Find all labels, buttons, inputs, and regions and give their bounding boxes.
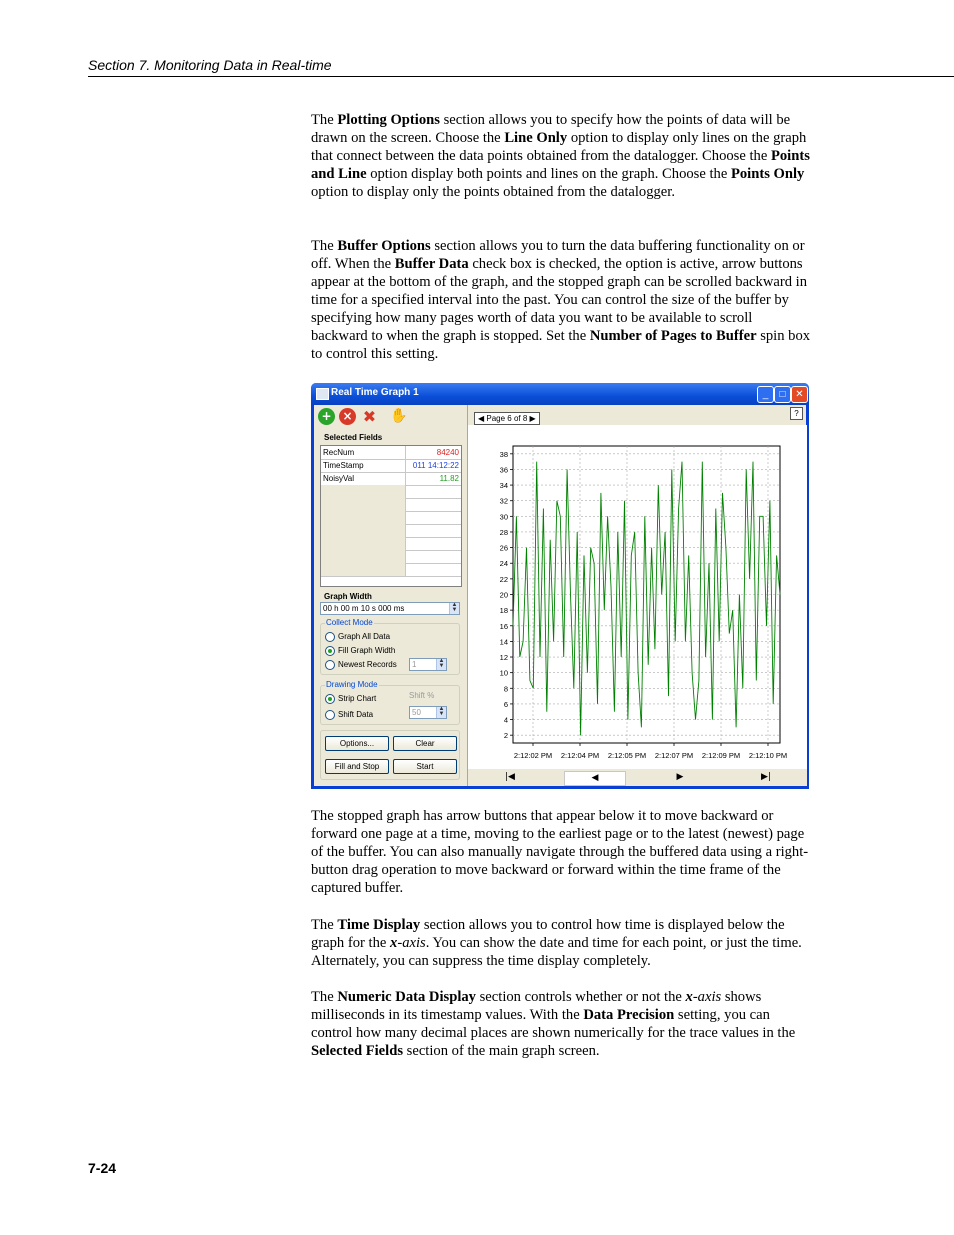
field-row[interactable] bbox=[321, 524, 461, 538]
x-tick-label: 2:12:07 PM bbox=[654, 751, 694, 760]
field-name bbox=[321, 550, 406, 563]
last-page-button[interactable]: ▶| bbox=[761, 772, 771, 782]
graph-width-input[interactable] bbox=[320, 602, 460, 615]
field-row[interactable] bbox=[321, 459, 461, 473]
section-header bbox=[88, 56, 954, 77]
text-run: option to display only lines on the graph that connect between the data points obtained from the datalogger. Choose the bbox=[311, 130, 807, 164]
field-row[interactable] bbox=[321, 485, 461, 499]
text-run: Points Only bbox=[730, 166, 805, 182]
field-name bbox=[321, 498, 406, 511]
field-row[interactable] bbox=[321, 550, 461, 564]
newest-records-input[interactable] bbox=[409, 658, 447, 671]
shift-percent-label: Shift % bbox=[409, 691, 435, 700]
text-run: Plotting Options bbox=[337, 112, 440, 128]
y-tick-label: 30 bbox=[499, 512, 508, 522]
y-tick-label: 2 bbox=[503, 731, 508, 741]
shift-percent-input[interactable] bbox=[409, 706, 447, 719]
y-tick-label: 22 bbox=[499, 574, 508, 584]
collect-mode-group bbox=[320, 618, 460, 675]
drawing-mode-title: Drawing Mode bbox=[326, 680, 378, 689]
radio-label: Newest Records bbox=[338, 660, 397, 669]
text-run: Time Display bbox=[337, 917, 421, 933]
window-title: Real Time Graph 1 bbox=[331, 387, 419, 398]
window-titlebar[interactable] bbox=[311, 383, 809, 405]
field-row[interactable] bbox=[321, 511, 461, 525]
fill-and-stop-button[interactable]: Fill and Stop bbox=[325, 759, 389, 774]
y-tick-label: 14 bbox=[499, 637, 508, 647]
window-client bbox=[314, 405, 806, 786]
radio-label: Fill Graph Width bbox=[338, 646, 396, 655]
field-value: 84240 bbox=[436, 448, 459, 457]
text-run: setting, you can control how many decimal places are shown numerically for the trace values in the bbox=[311, 1007, 796, 1041]
next-page-button[interactable]: ▶ bbox=[676, 772, 684, 782]
radio-fill-graph-width[interactable] bbox=[325, 645, 395, 656]
delete-all-icon[interactable]: ✖ bbox=[362, 407, 377, 426]
field-name bbox=[321, 537, 406, 550]
field-value: 011 14:12:22 bbox=[412, 461, 459, 470]
radio-newest-records[interactable] bbox=[325, 659, 397, 670]
settings-panel bbox=[314, 405, 466, 786]
text-run: shows milliseconds in its timestamp values. With the bbox=[311, 989, 762, 1023]
y-tick-label: 32 bbox=[499, 496, 508, 506]
y-tick-label: 36 bbox=[499, 465, 508, 475]
text-run: The bbox=[311, 238, 338, 254]
y-tick-label: 18 bbox=[499, 606, 508, 616]
field-value: 11.82 bbox=[439, 474, 459, 483]
text-run: section allows you to specify how the points of data will be drawn on the screen. Choose the bbox=[311, 112, 791, 146]
paragraph-buffer-options bbox=[311, 237, 811, 363]
start-button[interactable]: Start bbox=[393, 759, 457, 774]
field-name: RecNum bbox=[321, 446, 406, 459]
field-row[interactable] bbox=[321, 537, 461, 551]
shift-percent-value: 50 bbox=[412, 708, 421, 717]
y-tick-label: 8 bbox=[503, 684, 508, 694]
radio-strip-chart[interactable] bbox=[325, 693, 376, 704]
y-tick-label: 34 bbox=[499, 481, 508, 491]
text-run: -axis bbox=[692, 989, 722, 1005]
x-tick-label: 2:12:04 PM bbox=[560, 751, 600, 760]
field-name: NoisyVal bbox=[321, 472, 406, 485]
page-indicator[interactable]: ◀ Page 6 of 8 ▶ bbox=[474, 412, 540, 425]
window-icon bbox=[316, 388, 329, 400]
chart-area[interactable] bbox=[468, 425, 807, 769]
radio-label: Strip Chart bbox=[338, 694, 377, 703]
field-row[interactable] bbox=[321, 446, 461, 460]
y-tick-label: 6 bbox=[503, 699, 508, 709]
graph-width-label: Graph Width bbox=[324, 592, 372, 601]
text-run: The bbox=[311, 112, 338, 128]
x-tick-label: 2:12:02 PM bbox=[513, 751, 553, 760]
paragraph-numeric-display bbox=[311, 988, 811, 1060]
y-tick-label: 38 bbox=[499, 449, 508, 459]
y-tick-label: 28 bbox=[499, 527, 508, 537]
y-tick-label: 26 bbox=[499, 543, 508, 553]
text-run: The bbox=[311, 917, 338, 933]
y-tick-label: 4 bbox=[503, 715, 508, 725]
text-run: The stopped graph has arrow buttons that appear below it to move backward or forward one page at a time, moving to the earliest page or to the latest (newest) page of the buffer. You can also manually navigate through the buffered data using a right-button drag operation to move backward or forward within the time frame of the captured buffer. bbox=[311, 808, 809, 896]
field-name bbox=[321, 511, 406, 524]
section-title: Section 7. Monitoring Data in Real-time bbox=[88, 57, 332, 73]
maximize-button[interactable]: □ bbox=[774, 386, 791, 403]
paragraph-time-display bbox=[311, 916, 811, 970]
hand-icon[interactable]: ✋ bbox=[390, 408, 408, 424]
shift-percent-spinner[interactable]: ▲ ▼ bbox=[436, 707, 446, 718]
text-run: x bbox=[685, 989, 693, 1005]
x-tick-label: 2:12:09 PM bbox=[701, 751, 741, 760]
text-run: Buffer Data bbox=[394, 256, 469, 272]
field-name bbox=[321, 485, 406, 498]
field-name: TimeStamp bbox=[321, 459, 406, 472]
graph-width-value: 00 h 00 m 10 s 000 ms bbox=[323, 604, 405, 613]
radio-graph-all-data[interactable] bbox=[325, 631, 390, 642]
text-run: Points and Line bbox=[311, 148, 810, 182]
text-run: section allows you to control how time is displayed below the graph for the bbox=[311, 917, 785, 951]
text-run: section allows you to turn the data buffering functionality on or off. When the bbox=[311, 238, 805, 272]
text-run: Buffer Options bbox=[337, 238, 431, 254]
selected-fields-label: Selected Fields bbox=[324, 433, 383, 442]
help-button[interactable]: ? bbox=[790, 407, 803, 420]
text-run: option display both points and lines on the graph. Choose the bbox=[366, 166, 731, 182]
text-run: x bbox=[390, 935, 398, 951]
radio-label: Shift Data bbox=[338, 710, 374, 719]
text-run: The bbox=[311, 989, 338, 1005]
text-run: check box is checked, the option is active, arrow buttons appear at the bottom of the graph, and the stopped graph can be scrolled backward in time for a specified interval into the past. You can control the size of the buffer by specifying how many pages worth of data you want to be available to scroll backward to when the graph is stopped. Set the bbox=[311, 256, 808, 344]
radio-selected-icon[interactable] bbox=[325, 646, 335, 656]
selected-fields-grid[interactable] bbox=[320, 445, 462, 587]
paragraph-plotting-options bbox=[311, 111, 811, 201]
field-name bbox=[321, 524, 406, 537]
radio-icon[interactable] bbox=[325, 660, 335, 670]
real-time-graph-window bbox=[311, 383, 809, 789]
x-tick-label: 2:12:10 PM bbox=[748, 751, 788, 760]
drawing-mode-group bbox=[320, 680, 460, 725]
add-icon[interactable]: + bbox=[318, 408, 335, 425]
text-run: . You can show the date and time for each point, or just the time. Alternately, you can suppress the time display completely. bbox=[311, 935, 802, 969]
first-page-button[interactable]: |◀ bbox=[505, 772, 515, 782]
collect-mode-title: Collect Mode bbox=[326, 618, 373, 627]
y-tick-label: 12 bbox=[499, 653, 508, 663]
y-tick-label: 20 bbox=[499, 590, 508, 600]
previous-page-button[interactable]: ◀ bbox=[564, 771, 626, 786]
text-run: -axis bbox=[397, 935, 426, 951]
text-run: option to display only the points obtained from the datalogger. bbox=[311, 184, 675, 200]
radio-shift-data[interactable] bbox=[325, 709, 373, 720]
text-run: Numeric Data Display bbox=[337, 989, 476, 1005]
text-run: Number of Pages to Buffer bbox=[589, 328, 757, 344]
radio-icon[interactable] bbox=[325, 632, 335, 642]
field-row[interactable] bbox=[321, 472, 461, 486]
text-run: Data Precision bbox=[583, 1007, 675, 1023]
options-button[interactable]: Options... bbox=[325, 736, 389, 751]
text-run: spin box to control this setting. bbox=[311, 328, 811, 362]
newest-records-value: 1 bbox=[412, 660, 417, 669]
minimize-button[interactable]: _ bbox=[757, 386, 774, 403]
x-tick-label: 2:12:05 PM bbox=[607, 751, 647, 760]
text-run: section controls whether or not the bbox=[475, 989, 686, 1005]
field-row[interactable] bbox=[321, 563, 461, 577]
remove-icon[interactable]: × bbox=[339, 408, 356, 425]
line-chart[interactable] bbox=[468, 425, 807, 769]
y-tick-label: 16 bbox=[499, 621, 508, 631]
field-row[interactable] bbox=[321, 498, 461, 512]
close-button[interactable]: ✕ bbox=[791, 386, 808, 403]
y-tick-label: 10 bbox=[499, 668, 508, 678]
page-number: 7-24 bbox=[88, 1160, 117, 1176]
graph-panel bbox=[467, 405, 807, 786]
field-name bbox=[321, 563, 406, 576]
paragraph-arrow-buttons bbox=[311, 807, 811, 897]
radio-label: Graph All Data bbox=[338, 632, 391, 641]
y-tick-label: 24 bbox=[499, 559, 508, 569]
clear-button[interactable]: Clear bbox=[393, 736, 457, 751]
text-run: section of the main graph screen. bbox=[403, 1043, 600, 1059]
text-run: Line Only bbox=[504, 130, 568, 146]
radio-icon[interactable] bbox=[325, 710, 335, 720]
buffer-nav-bar bbox=[468, 769, 807, 786]
action-buttons-group bbox=[320, 730, 460, 780]
radio-selected-icon[interactable] bbox=[325, 694, 335, 704]
text-run: Selected Fields bbox=[311, 1043, 404, 1059]
newest-records-spinner[interactable]: ▲ ▼ bbox=[436, 659, 446, 670]
graph-width-spinner[interactable]: ▲ ▼ bbox=[449, 603, 459, 614]
